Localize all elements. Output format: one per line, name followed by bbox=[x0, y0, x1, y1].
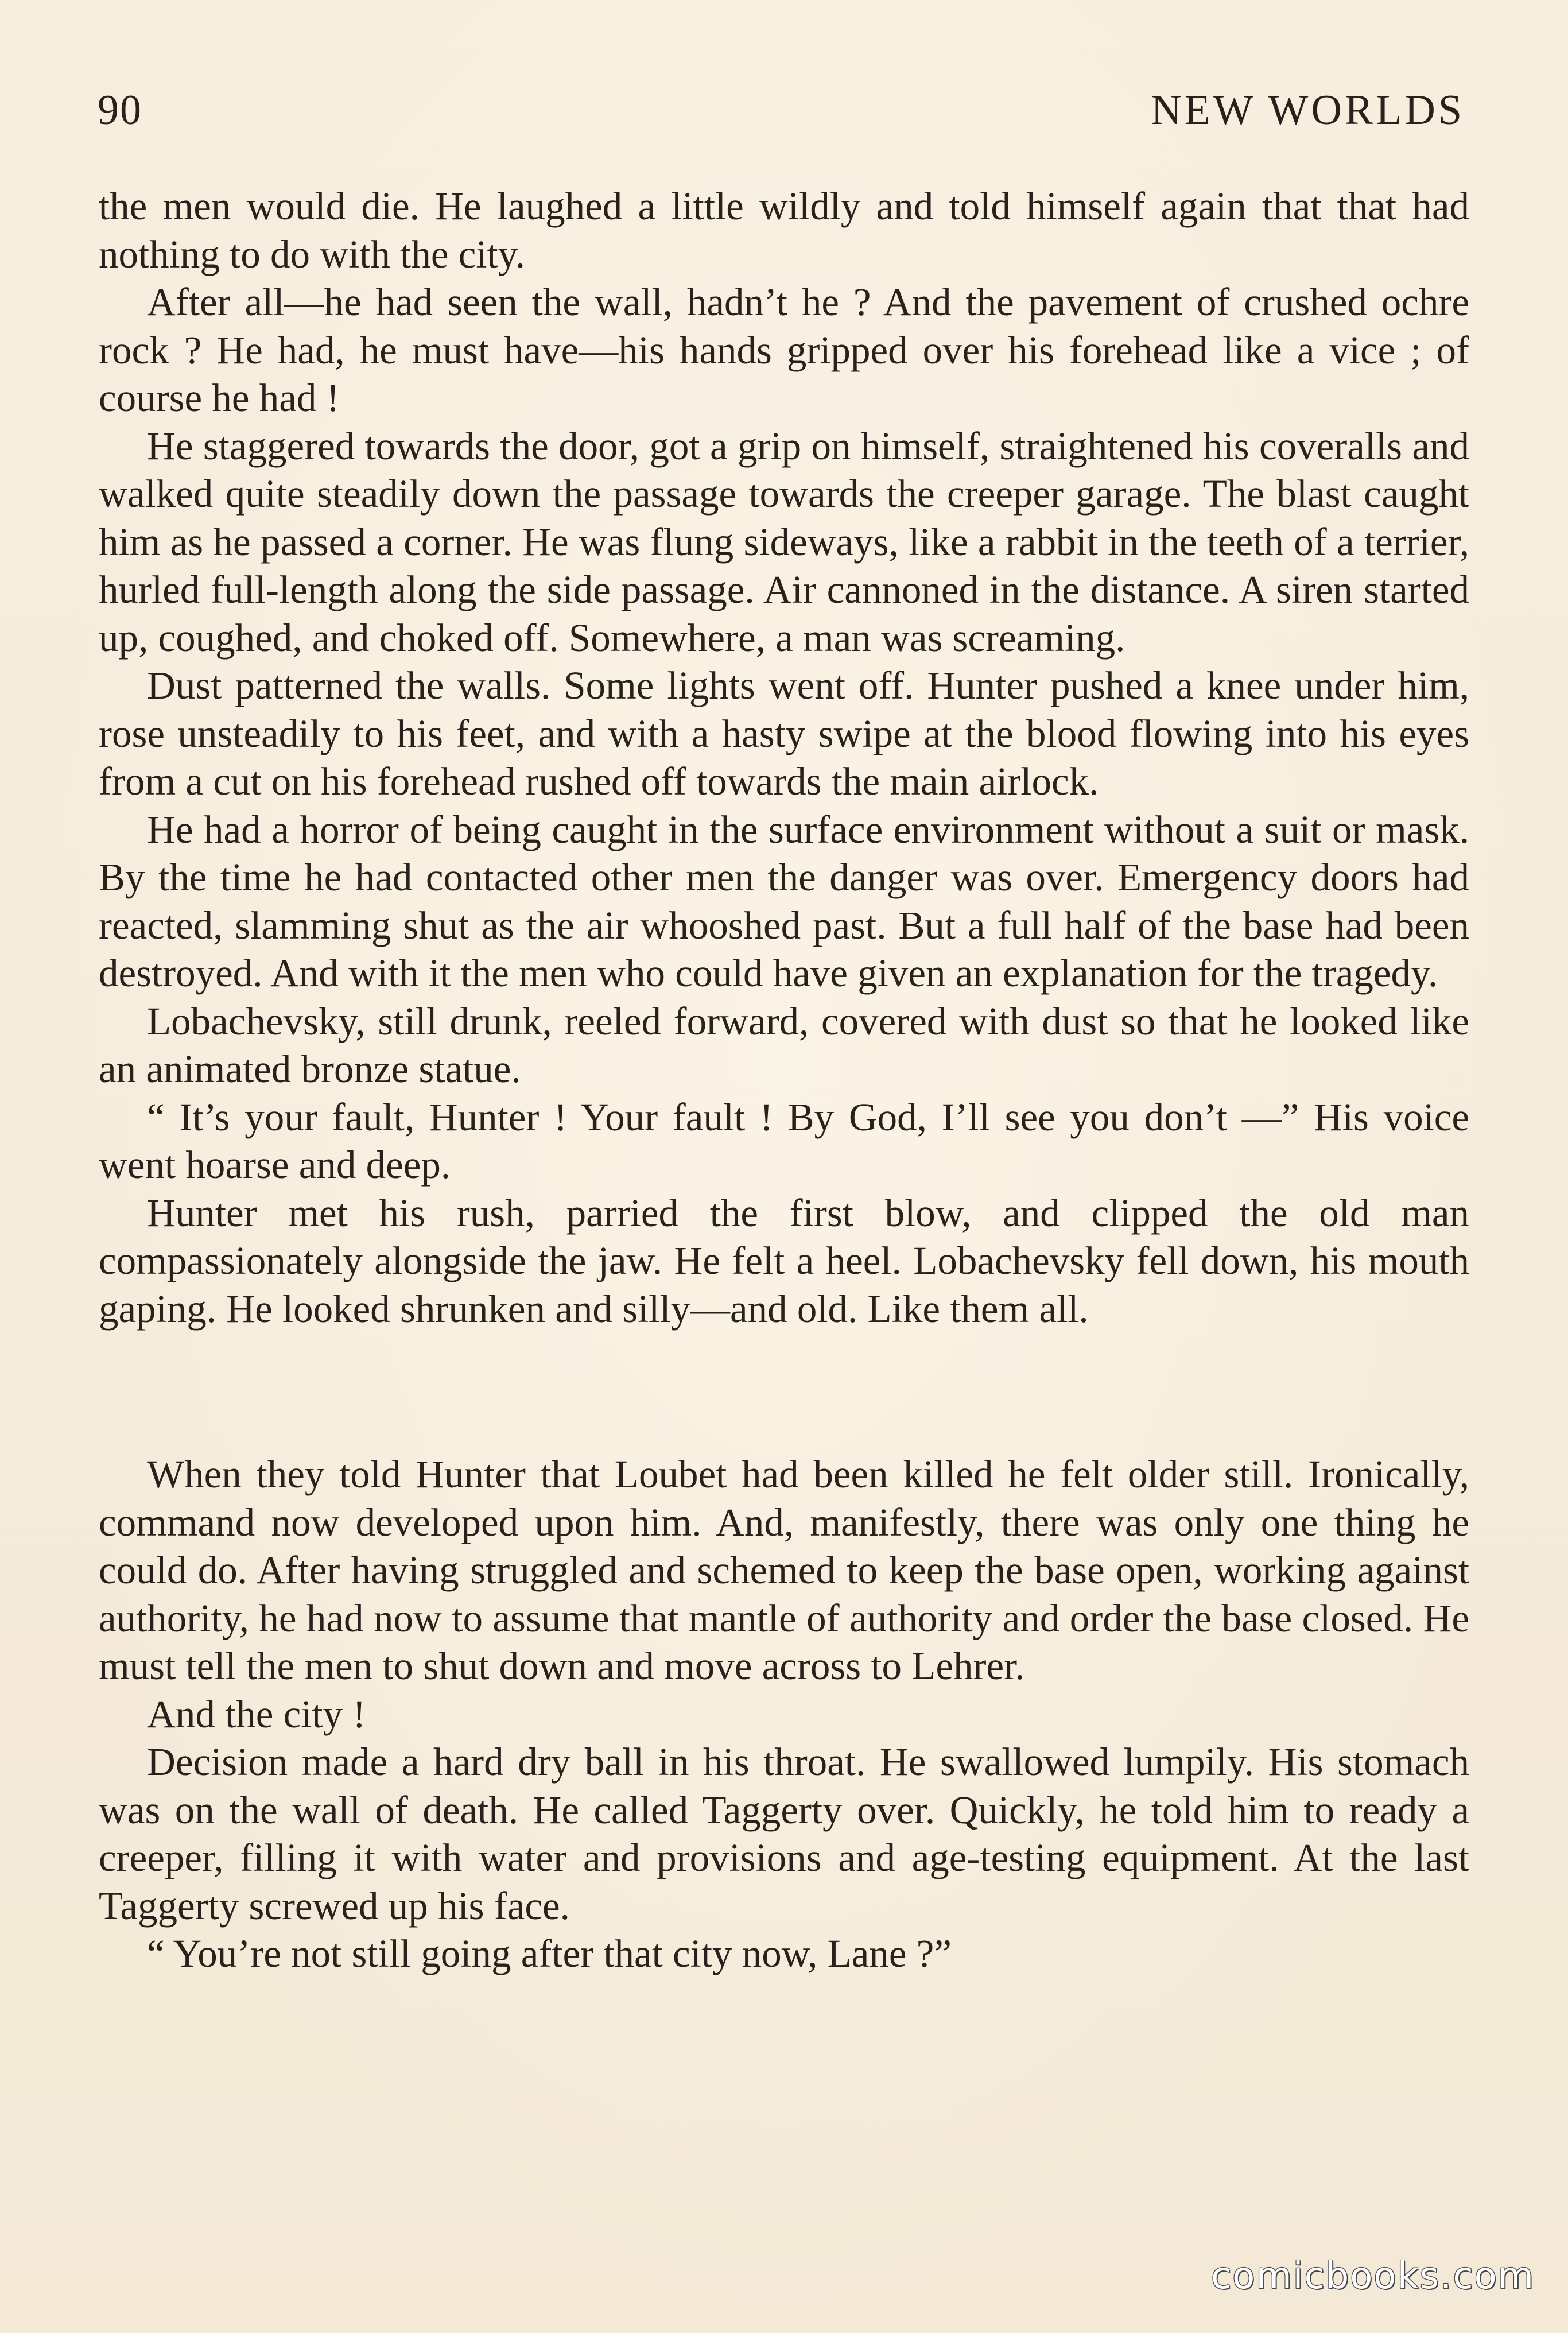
paragraph: Decision made a hard dry ball in his throat. He swallowed lumpily. His stomach was on the wall of death. He called Taggerty over. Quickly, he told him to ready a creeper, filling it with water and provisions and age-testing equipment. At the last Taggerty screwed up his face. bbox=[99, 1740, 1469, 1928]
section-break bbox=[99, 1333, 1469, 1451]
paragraph: Lobachevsky, still drunk, reeled forward, covered with dust so that he looked like an animated bronze statue. bbox=[99, 999, 1469, 1091]
paragraph: And the city ! bbox=[147, 1692, 366, 1736]
paragraph: When they told Hunter that Loubet had been killed he felt older still. Ironically, command now developed upon him. And, manifestly, there was only one thing he could do. After having struggled and schemed to keep the base open, working against authority, he had now to assume that mantle of authority and order the base closed. He must tell the men to shut down and move across to Lehrer. bbox=[99, 1452, 1469, 1688]
running-title: NEW WORLDS bbox=[1151, 87, 1465, 134]
paragraph: the men would die. He laughed a little wildly and told himself again that that had nothing to do with the city. bbox=[99, 184, 1469, 276]
paragraph: He had a horror of being caught in the surface environment without a suit or mask. By the time he had contacted other men the danger was over. Emergency doors had reacted, slamming shut as the air whooshed past. But a full half of the base had been destroyed. And with it the men who could have given an explanation for the tragedy. bbox=[99, 807, 1469, 995]
paragraph: After all—he had seen the wall, hadn’t he ? And the pavement of crushed ochre rock ? He had, he must have—his hands gripped over his forehead like a vice ; of course he had ! bbox=[99, 280, 1469, 420]
paragraph: He staggered towards the door, got a grip on himself, straightened his coveralls and walked quite steadily down the passage towards the creeper garage. The blast caught him as he passed a corner. He was flung sideways, like a rabbit in the teeth of a terrier, hurled full-length along the side passage. Air cannoned in the distance. A siren started up, coughed, and choked off. Somewhere, a man was screaming. bbox=[99, 424, 1469, 660]
page-number: 90 bbox=[98, 87, 142, 134]
paragraph: Dust patterned the walls. Some lights went off. Hunter pushed a knee under him, rose unsteadily to his feet, and with a hasty swipe at the blood flowing into his eyes from a cut on his forehead rushed off towards the main airlock. bbox=[99, 664, 1469, 803]
watermark: comicbooks.com bbox=[1210, 2255, 1535, 2297]
running-head bbox=[98, 86, 1465, 149]
paragraph: “ You’re not still going after that city now, Lane ?” bbox=[147, 1932, 952, 1975]
paragraph: “ It’s your fault, Hunter ! Your fault ! By God, I’ll see you don’t —” His voice went hoarse and deep. bbox=[99, 1095, 1469, 1187]
body-text bbox=[99, 183, 1469, 1978]
paragraph: Hunter met his rush, parried the first blow, and clipped the old man compassionately alongside the jaw. He felt a heel. Lobachevsky fell down, his mouth gaping. He looked shrunken and silly—and old. Like them all. bbox=[99, 1191, 1469, 1331]
